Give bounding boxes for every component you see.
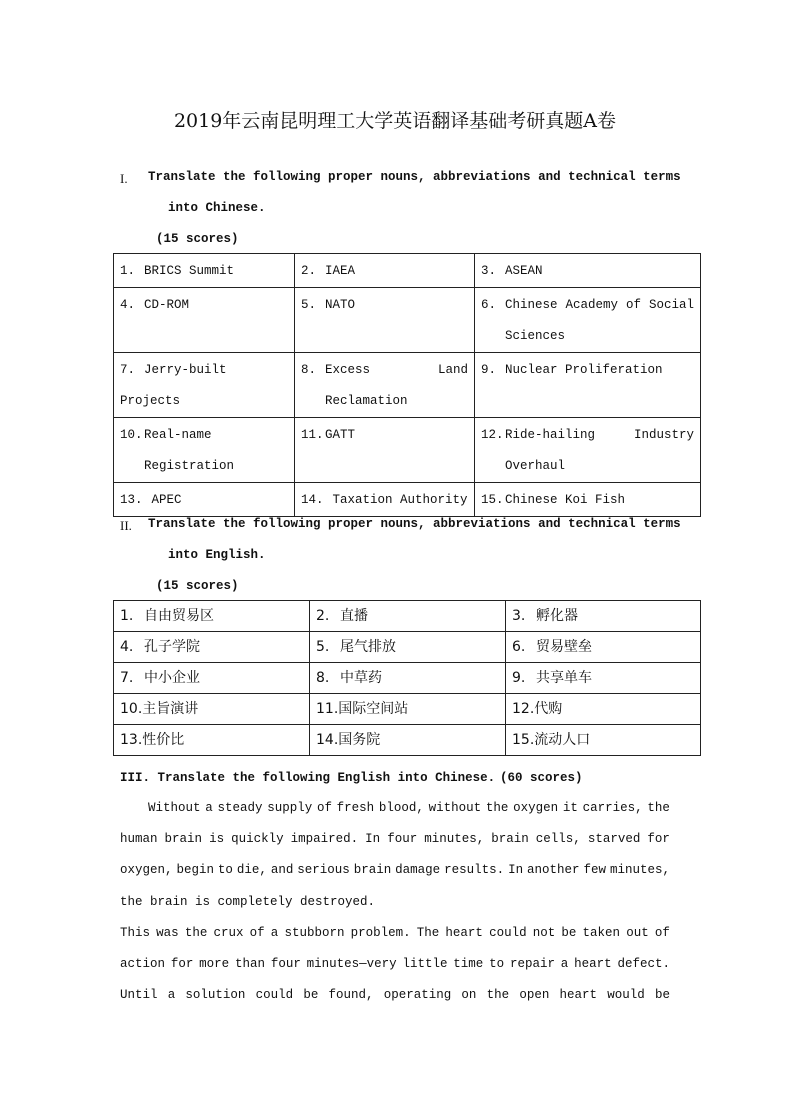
passage-line: the brain is completely destroyed. <box>120 894 376 909</box>
section2-heading-line2: into English. <box>168 548 266 562</box>
section2-roman: II. <box>120 518 132 533</box>
term-cell: 4. 孔子学院 <box>114 632 310 663</box>
term-cell: 4. CD-ROM <box>114 288 295 353</box>
section2-score: (15 scores) <box>156 579 239 593</box>
passage-line: This was the crux of a stubborn problem. The heart could not be taken out of <box>120 925 670 940</box>
term-cell: 11.GATT <box>295 418 475 483</box>
section3-roman: III. <box>120 771 151 785</box>
passage-line: action for more than four minutes—very little time to repair a heart defect. <box>120 956 670 971</box>
term-cell: 6. Chinese Academy of Social Sciences <box>475 288 701 353</box>
section2-table <box>113 600 701 756</box>
term-cell: 10.主旨演讲 <box>114 694 310 725</box>
term-cell: 5. 尾气排放 <box>310 632 506 663</box>
term-cell: 8. Excess Land Reclamation <box>295 353 475 418</box>
term-cell: 12.代购 <box>506 694 701 725</box>
term-cell: 9. Nuclear Proliferation <box>475 353 701 418</box>
section3-title: Translate the following English into Chinese. <box>157 771 496 785</box>
passage-line: Without a steady supply of fresh blood, without the oxygen it carries, the <box>148 801 670 815</box>
term-cell: 14. Taxation Authority <box>295 483 475 517</box>
section3-score: (60 scores) <box>500 771 583 785</box>
term-cell: 13.性价比 <box>114 725 310 756</box>
term-cell: 1. 自由贸易区 <box>114 601 310 632</box>
section1-heading-line1: Translate the following proper nouns, abbreviations and technical terms <box>148 170 681 184</box>
term-cell: 1. BRICS Summit <box>114 254 295 288</box>
section1-score: (15 scores) <box>156 232 239 246</box>
term-cell: 2. IAEA <box>295 254 475 288</box>
term-cell: 2. 直播 <box>310 601 506 632</box>
section1-roman: I. <box>120 171 128 186</box>
term-cell: 3. ASEAN <box>475 254 701 288</box>
passage <box>120 793 670 1011</box>
term-cell: 7. 中小企业 <box>114 663 310 694</box>
section1-table <box>113 253 701 517</box>
term-cell: 11.国际空间站 <box>310 694 506 725</box>
term-cell: 3. 孵化器 <box>506 601 701 632</box>
term-cell: 12. Ride-hailing Industry Overhaul <box>475 418 701 483</box>
term-cell: 15.流动人口 <box>506 725 701 756</box>
section3-heading <box>120 771 495 785</box>
passage-line: oxygen, begin to die, and serious brain damage results. In another few minutes, <box>120 863 670 878</box>
term-cell: 5. NATO <box>295 288 475 353</box>
section2-heading-line1: Translate the following proper nouns, abbreviations and technical terms <box>148 517 681 531</box>
section1-heading-line2: into Chinese. <box>168 201 266 215</box>
term-cell: 13. APEC <box>114 483 295 517</box>
passage-line: human brain is quickly impaired. In four minutes, brain cells, starved for <box>120 832 670 847</box>
term-cell: 10.Real-name Registration <box>114 418 295 483</box>
term-cell: 6. 贸易壁垒 <box>506 632 701 663</box>
term-cell: 8. 中草药 <box>310 663 506 694</box>
passage-line: Until a solution could be found, operating on the open heart would be <box>120 988 670 1003</box>
page-title: 2019年云南昆明理工大学英语翻译基础考研真题A卷 <box>173 110 617 132</box>
term-cell: 15.Chinese Koi Fish <box>475 483 701 517</box>
term-cell: 9. 共享单车 <box>506 663 701 694</box>
term-cell: 7. Jerry-built Projects <box>114 353 295 418</box>
term-cell: 14.国务院 <box>310 725 506 756</box>
